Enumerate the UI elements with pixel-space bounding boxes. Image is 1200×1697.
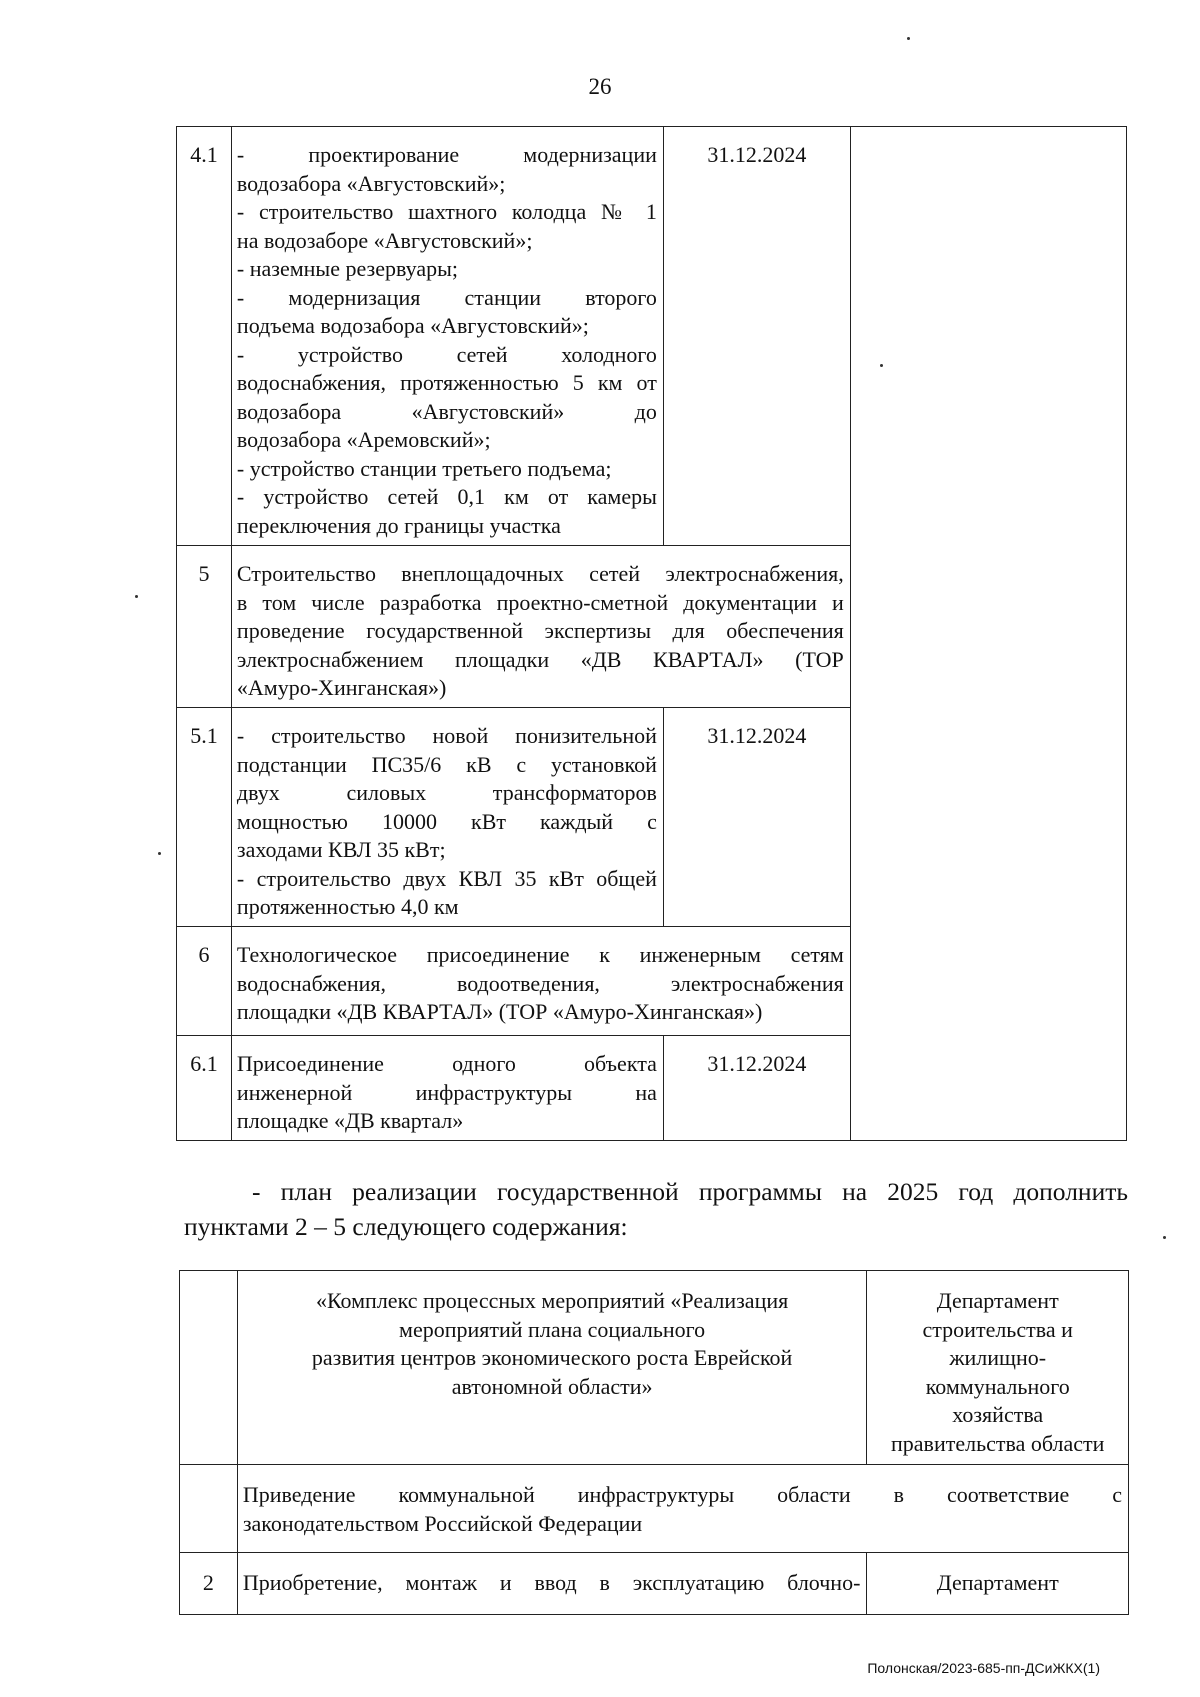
text-line: мощностью 10000 кВт каждый с: [236, 808, 657, 834]
page-number: 26: [588, 74, 612, 99]
row-number: 6: [177, 927, 232, 1036]
text-line: - наземные резервуары;: [236, 256, 458, 281]
text-line: заходами КВЛ 35 кВт;: [236, 837, 446, 862]
scan-speck: [135, 595, 138, 598]
text-line: - строительство двух КВЛ 35 кВт общей: [236, 865, 657, 891]
goal-text: [237, 1465, 1128, 1553]
text-line: хозяйства: [952, 1402, 1044, 1427]
text-line: площадки «ДВ КВАРТАЛ» (ТОР «Амуро-Хинганская»): [236, 999, 763, 1024]
responsible-cell: [850, 127, 1126, 1141]
scan-speck: [1163, 1236, 1166, 1239]
text-line: «Комплекс процессных мероприятий «Реализация: [315, 1288, 789, 1313]
text-line: коммунального: [925, 1373, 1070, 1399]
text-line: - проектирование модернизации: [236, 142, 657, 167]
row-description: [231, 927, 850, 1036]
text-line: Приобретение, монтаж и ввод в эксплуатацию блочно-: [242, 1570, 861, 1595]
text-line: - модернизация станции второго: [236, 284, 657, 310]
row-description: [231, 1036, 663, 1141]
text-line: водозабора «Августовский»;: [236, 170, 506, 196]
text-line: водоснабжения, протяженностью 5 км от: [236, 370, 657, 395]
row-description: [237, 1553, 867, 1615]
paragraph-line: пунктами 2 – 5 следующего содержания:: [184, 1212, 628, 1241]
text-line: - строительство шахтного колодца № 1: [236, 199, 657, 224]
table-row: [177, 127, 1127, 546]
responsible-department: Департамент: [867, 1553, 1129, 1615]
text-line: законодательством Российской Федерации: [242, 1510, 643, 1536]
text-line: проведение государственной экспертизы для обеспечения: [236, 618, 844, 643]
text-line: в том числе разработка проектно-сметной документации и: [236, 589, 844, 615]
text-line: - строительство новой понизительной: [236, 723, 657, 748]
text-line: водозабора «Августовский» до: [236, 398, 657, 424]
row-number: [180, 1271, 238, 1465]
row-number: 6.1: [177, 1036, 232, 1141]
table-row: [180, 1271, 1129, 1465]
text-line: подъема водозабора «Августовский»;: [236, 313, 589, 338]
text-line: инженерной инфраструктуры на: [236, 1079, 657, 1105]
row-number: 4.1: [177, 127, 232, 546]
paragraph-line: - план реализации государственной программы на 2025 год дополнить: [252, 1177, 1128, 1206]
text-line: Приведение коммунальной инфраструктуры области в соответствие с: [242, 1482, 1122, 1507]
text-line: - устройство станции третьего подъема;: [236, 455, 612, 481]
row-number: 5: [177, 546, 232, 708]
row-number: 2: [180, 1553, 238, 1615]
table-row: [180, 1465, 1129, 1553]
text-line: - устройство сетей холодного: [236, 341, 657, 367]
row-date: 31.12.2024: [663, 708, 850, 927]
text-line: подстанции ПС35/6 кВ с установкой: [236, 751, 657, 777]
text-line: Департамент: [936, 1288, 1059, 1313]
text-line: правительства области: [891, 1430, 1105, 1456]
document-code: Полонская/2023-685-пп-ДСиЖКХ(1): [867, 1660, 1100, 1676]
text-line: Технологическое присоединение к инженерным сетям: [236, 942, 844, 967]
text-line: «Амуро-Хинганская»): [236, 675, 447, 700]
text-line: водоснабжения, водоотведения, электроснабжения: [236, 970, 844, 996]
text-line: двух силовых трансформаторов: [236, 780, 657, 805]
row-description: [231, 708, 663, 927]
amendment-paragraph: [184, 1174, 1128, 1244]
scan-speck: [907, 37, 910, 40]
row-number: [180, 1465, 238, 1553]
text-line: строительства и: [922, 1316, 1073, 1342]
text-line: Строительство внеплощадочных сетей электроснабжения,: [236, 561, 844, 586]
section-title: [237, 1271, 867, 1465]
row-description: [231, 546, 850, 708]
text-line: автономной области»: [451, 1373, 653, 1399]
text-line: протяженностью 4,0 км: [236, 894, 459, 919]
text-line: водозабора «Аремовский»;: [236, 427, 491, 452]
responsible-department: [867, 1271, 1129, 1465]
text-line: электроснабжением площадки «ДВ КВАРТАЛ» (ТОР: [236, 646, 844, 672]
text-line: жилищно-: [949, 1345, 1047, 1370]
table-row: [180, 1553, 1129, 1615]
text-line: переключения до границы участка: [236, 512, 561, 538]
schedule-table-2024: [176, 126, 1127, 1141]
scan-speck: [880, 364, 883, 367]
scan-speck: [158, 852, 161, 855]
row-date: 31.12.2024: [663, 127, 850, 546]
text-line: - устройство сетей 0,1 км от камеры: [236, 484, 657, 509]
text-line: площадке «ДВ квартал»: [236, 1108, 464, 1133]
row-number: 5.1: [177, 708, 232, 927]
row-date: 31.12.2024: [663, 1036, 850, 1141]
plan-table-2025: [179, 1270, 1129, 1615]
text-line: Присоединение одного объекта: [236, 1051, 657, 1076]
row-description: [231, 127, 663, 546]
text-line: на водозаборе «Августовский»;: [236, 227, 533, 253]
text-line: мероприятий плана социального: [399, 1316, 706, 1342]
text-line: развития центров экономического роста Еврейской: [311, 1345, 793, 1370]
